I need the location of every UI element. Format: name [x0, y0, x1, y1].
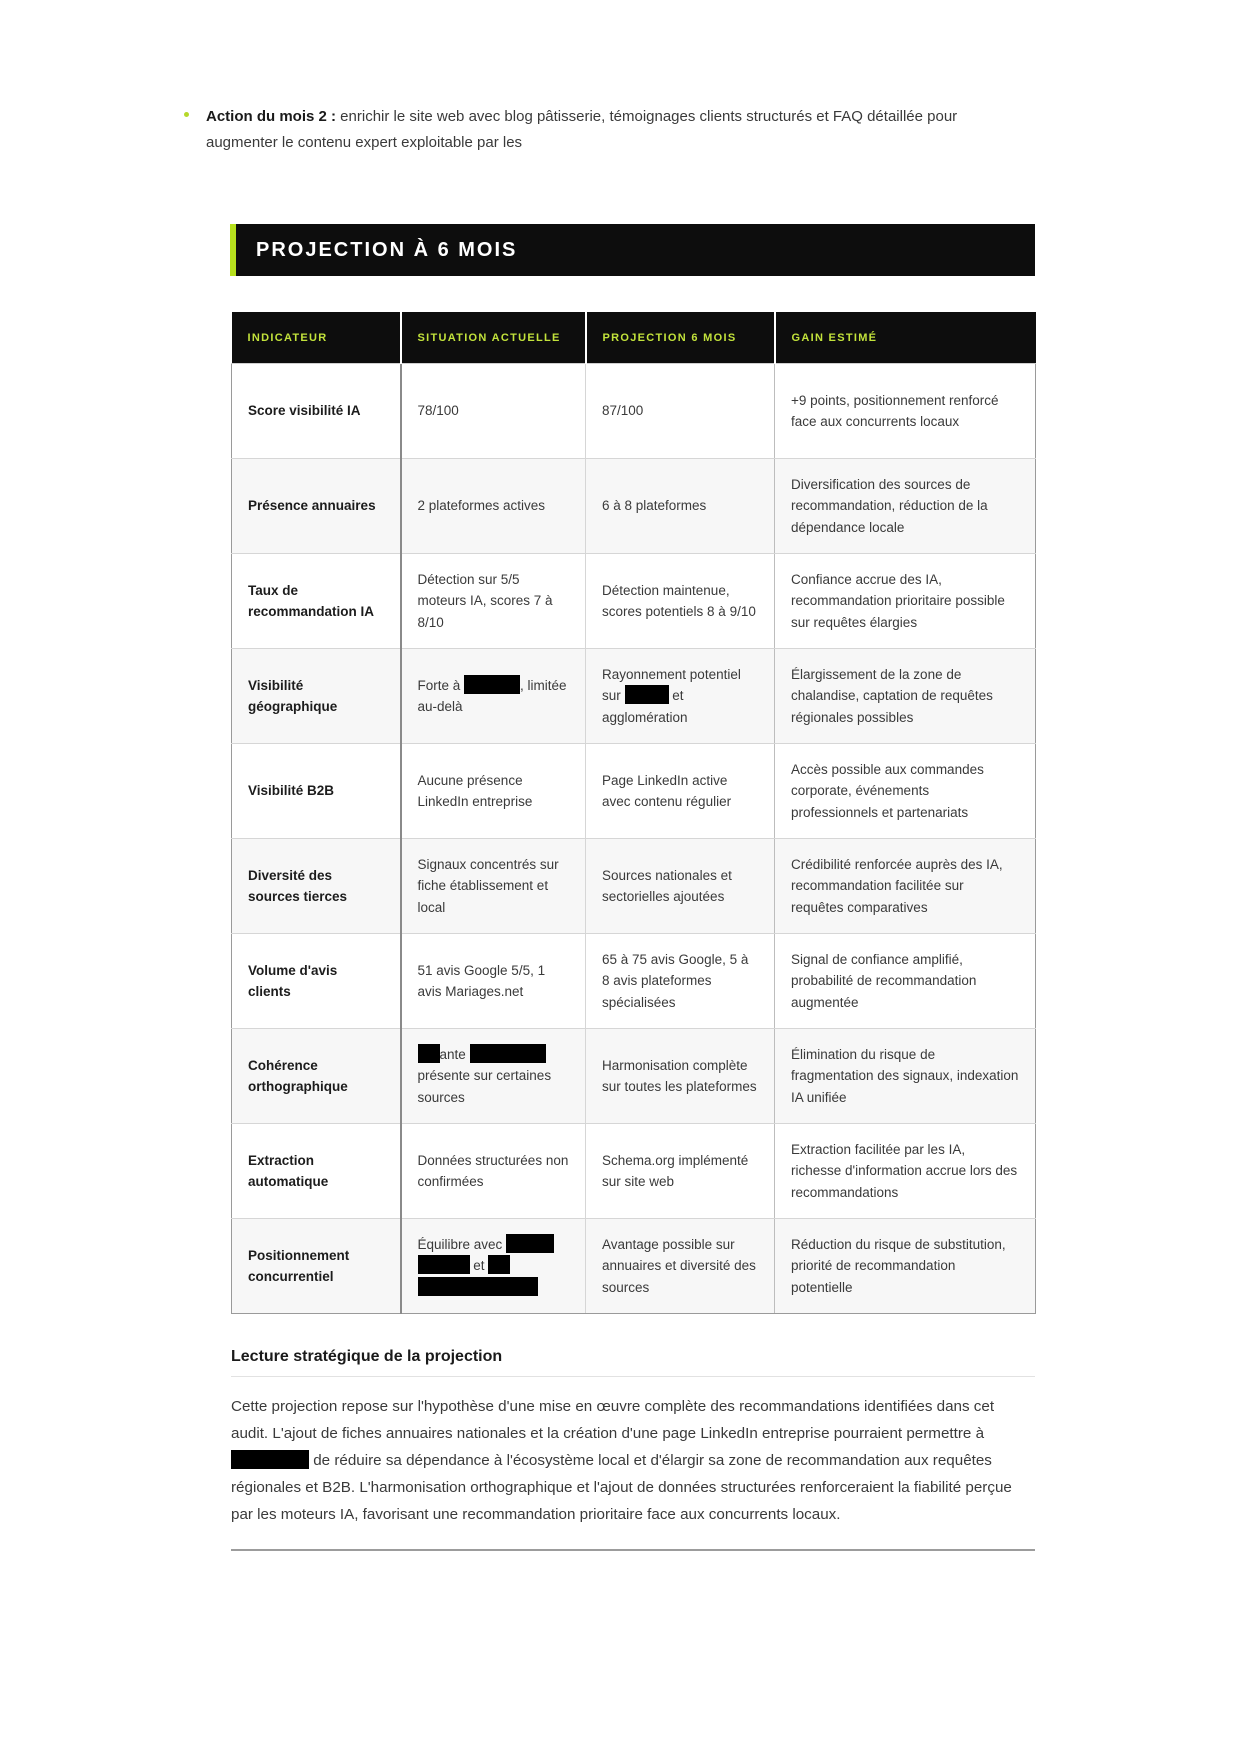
- cell-text: Rayonnement potentiel sur: [602, 666, 741, 704]
- cell-gain: +9 points, positionnement renforcé face aux concurrents locaux: [775, 364, 1036, 459]
- reading-title: Lecture stratégique de la projection: [231, 1348, 1035, 1377]
- table-row: [232, 934, 1036, 1029]
- cell-situation: Aucune présence LinkedIn entreprise: [401, 744, 586, 839]
- table-row: [232, 649, 1036, 744]
- redaction-block: [418, 1044, 440, 1063]
- table-row: [232, 1029, 1036, 1124]
- cell-situation: Détection sur 5/5 moteurs IA, scores 7 à 8/10: [401, 554, 586, 649]
- cell-indicateur: Cohérence orthographique: [232, 1029, 401, 1124]
- reading-paragraph: [231, 1393, 1035, 1528]
- cell-situation: 2 plateformes actives: [401, 459, 586, 554]
- cell-situation: 78/100: [401, 364, 586, 459]
- table-row: [232, 1124, 1036, 1219]
- cell-situation: [401, 649, 586, 744]
- redaction-block: [418, 1255, 470, 1274]
- redaction-block: [470, 1044, 546, 1063]
- cell-situation: Signaux concentrés sur fiche établissement et local: [401, 839, 586, 934]
- bullet-dot-icon: [184, 112, 189, 117]
- header-situation: SITUATION ACTUELLE: [401, 312, 586, 364]
- projection-table: [231, 312, 1036, 1314]
- cell-projection: 65 à 75 avis Google, 5 à 8 avis plateformes spécialisées: [586, 934, 775, 1029]
- table-row: [232, 1219, 1036, 1314]
- cell-indicateur: Positionnement concurrentiel: [232, 1219, 401, 1314]
- section-title: PROJECTION À 6 MOIS: [256, 239, 518, 261]
- cell-projection: [586, 649, 775, 744]
- table-row: [232, 744, 1036, 839]
- cell-text: , limitée au-delà: [417, 677, 567, 714]
- table-row: [232, 554, 1036, 649]
- strategic-reading-section: [231, 1348, 1035, 1528]
- cell-projection: 87/100: [586, 364, 775, 459]
- bullet-text: [206, 104, 986, 156]
- cell-gain: Confiance accrue des IA, recommandation prioritaire possible sur requêtes élargies: [775, 554, 1036, 649]
- bullet-label: Action du mois 2 :: [206, 108, 337, 125]
- redaction-block: [464, 675, 520, 694]
- header-gain: GAIN ESTIMÉ: [775, 312, 1036, 364]
- table-row: [232, 364, 1036, 459]
- cell-indicateur: Visibilité B2B: [232, 744, 401, 839]
- table-header-row: [232, 312, 1036, 364]
- reading-text: Cette projection repose sur l'hypothèse d'une mise en œuvre complète des recommandations identifiées dans cet audit. L'ajout de fiches annuaires nationales et la création d'une page LinkedIn entreprise pourraient permettre à: [231, 1398, 995, 1442]
- cell-text: et: [469, 1258, 489, 1274]
- cell-projection: Harmonisation complète sur toutes les plateformes: [586, 1029, 775, 1124]
- cell-text: présente sur certaines sources: [417, 1068, 552, 1105]
- cell-projection: Schema.org implémenté sur site web: [586, 1124, 775, 1219]
- cell-gain: Accès possible aux commandes corporate, événements professionnels et partenariats: [775, 744, 1036, 839]
- cell-gain: Élimination du risque de fragmentation des signaux, indexation IA unifiée: [775, 1029, 1036, 1124]
- cell-text: Forte à: [417, 677, 465, 693]
- section-header: [230, 224, 1035, 276]
- table-row: [232, 459, 1036, 554]
- cell-indicateur: Volume d'avis clients: [232, 934, 401, 1029]
- cell-gain: Signal de confiance amplifié, probabilité de recommandation augmentée: [775, 934, 1036, 1029]
- cell-gain: Diversification des sources de recommandation, réduction de la dépendance locale: [775, 459, 1036, 554]
- cell-projection: 6 à 8 plateformes: [586, 459, 775, 554]
- cell-situation: 51 avis Google 5/5, 1 avis Mariages.net: [401, 934, 586, 1029]
- bullet-item: [206, 104, 986, 156]
- cell-gain: Crédibilité renforcée auprès des IA, recommandation facilitée sur requêtes comparatives: [775, 839, 1036, 934]
- cell-projection: Page LinkedIn active avec contenu régulier: [586, 744, 775, 839]
- cell-indicateur: Taux de recommandation IA: [232, 554, 401, 649]
- cell-situation: [401, 1029, 586, 1124]
- cell-gain: Réduction du risque de substitution, priorité de recommandation potentielle: [775, 1219, 1036, 1314]
- table-row: [232, 839, 1036, 934]
- cell-indicateur: Visibilité géographique: [232, 649, 401, 744]
- cell-text: ante: [439, 1046, 470, 1062]
- cell-text: et agglomération: [602, 688, 688, 725]
- cell-situation: [401, 1219, 586, 1314]
- cell-projection: Sources nationales et sectorielles ajoutées: [586, 839, 775, 934]
- cell-gain: Élargissement de la zone de chalandise, captation de requêtes régionales possibles: [775, 649, 1036, 744]
- reading-text: de réduire sa dépendance à l'écosystème local et d'élargir sa zone de recommandation aux requêtes régionales et B2B. L'harmonisation orthographique et l'ajout de données structurées renforceraient la fiabilité perçue par les moteurs IA, favorisant une recommandation prioritaire face aux concurrents locaux.: [231, 1452, 1012, 1523]
- cell-gain: Extraction facilitée par les IA, richesse d'information accrue lors des recommandations: [775, 1124, 1036, 1219]
- bullet-body: enrichir le site web avec blog pâtisserie, témoignages clients structurés et FAQ détaillée pour augmenter le contenu expert exploitable par les: [206, 108, 958, 151]
- header-projection: PROJECTION 6 MOIS: [586, 312, 775, 364]
- cell-projection: Détection maintenue, scores potentiels 8 à 9/10: [586, 554, 775, 649]
- cell-text: Équilibre avec: [417, 1236, 507, 1252]
- cell-situation: Données structurées non confirmées: [401, 1124, 586, 1219]
- redaction-block: [418, 1277, 538, 1296]
- redaction-block: [231, 1450, 309, 1469]
- cell-indicateur: Score visibilité IA: [232, 364, 401, 459]
- cell-indicateur: Extraction automatique: [232, 1124, 401, 1219]
- bottom-divider: [231, 1549, 1035, 1551]
- header-indicateur: INDICATEUR: [232, 312, 401, 364]
- redaction-block: [506, 1234, 554, 1253]
- redaction-block: [488, 1255, 510, 1274]
- cell-indicateur: Présence annuaires: [232, 459, 401, 554]
- redaction-block: [625, 685, 669, 704]
- cell-indicateur: Diversité des sources tierces: [232, 839, 401, 934]
- cell-projection: Avantage possible sur annuaires et diversité des sources: [586, 1219, 775, 1314]
